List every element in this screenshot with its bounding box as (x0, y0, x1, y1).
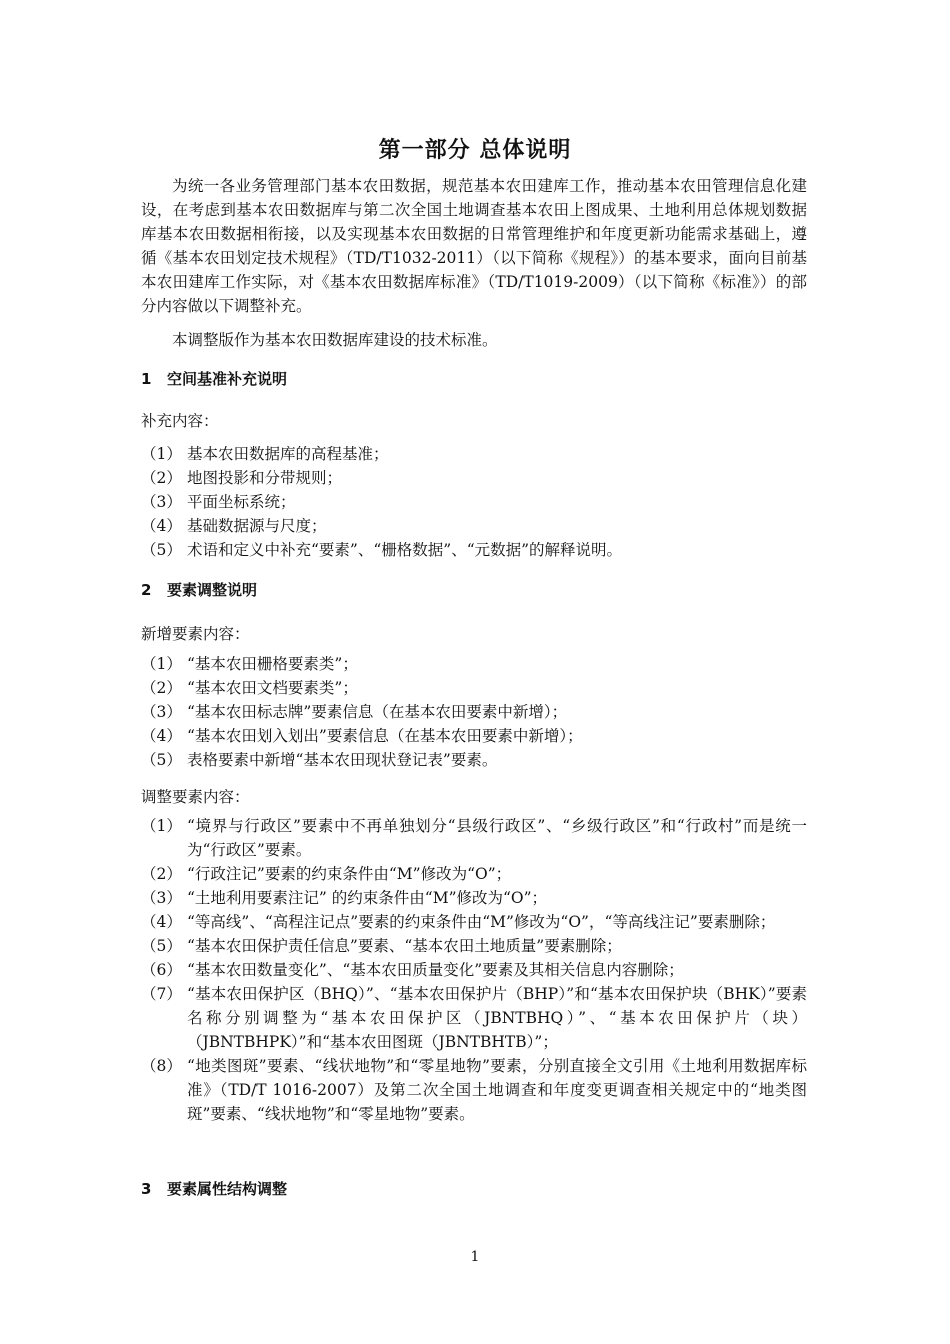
list-item: （2） “基本农田文档要素类”； (141, 679, 358, 697)
new-elements-label: 新增要素内容： (141, 625, 250, 643)
list-item: （5） “基本农田保护责任信息”要素、“基本农田土地质量”要素删除； (141, 937, 622, 955)
list-item: （2） 地图投影和分带规则； (141, 469, 343, 487)
section-1-heading (141, 368, 287, 389)
section-2-heading (141, 579, 257, 600)
list-item: （1） 基本农田数据库的高程基准； (141, 445, 389, 463)
adjust-elements-label: 调整要素内容： (141, 788, 250, 806)
list-item: （3） “土地利用要素注记” 的约束条件由“M”修改为“O”； (141, 889, 548, 907)
list-item: （6） “基本农田数量变化”、“基本农田质量变化”要素及其相关信息内容删除； (141, 961, 684, 979)
supplement-label: 补充内容： (141, 412, 219, 430)
section-number: 3 (141, 1180, 152, 1198)
page-title: 第一部分 总体说明 (378, 137, 572, 163)
new-elements-list (141, 652, 807, 772)
list-item: （8） “地类图斑”要素、“线状地物”和“零星地物”要素，分别直接全文引用《土地利用数据库标准》（TD/T 1016-2007）及第二次全国土地调查和年度变更调查相关规定中的“地类图斑”要素、“线状地物”和“零星地物”要素。 (141, 1057, 807, 1123)
list-item: （4） “基本农田划入划出”要素信息（在基本农田要素中新增）； (141, 727, 583, 745)
list-item: （5） 术语和定义中补充“要素”、“栅格数据”、“元数据”的解释说明。 (141, 541, 623, 559)
section-title: 要素属性结构调整 (167, 1180, 288, 1198)
list-item: （3） “基本农田标志牌”要素信息（在基本农田要素中新增）； (141, 703, 568, 721)
section-3-heading (141, 1178, 287, 1199)
list-item: （2） “行政注记”要素的约束条件由“M”修改为“O”； (141, 865, 512, 883)
supplement-list (141, 442, 807, 562)
adjust-elements-list (141, 814, 807, 1126)
intro-paragraph: 为统一各业务管理部门基本农田数据，规范基本农田建库工作，推动基本农田管理信息化建设，在考虑到基本农田数据库与第二次全国土地调查基本农田上图成果、土地利用总体规划数据库基本农田数据相衔接，以及实现基本农田数据的日常管理维护和年度更新功能需求基础上，遵循《基本农田划定技术规程》（TD/T1032-2011）（以下简称《规程》）的基本要求，面向目前基本农田建库工作实际，对《基本农田数据库标准》（TD/T1019-2009）（以下简称《标准》）的部分内容做以下调整补充。 (141, 177, 807, 315)
list-item: （3） 平面坐标系统； (141, 493, 296, 511)
list-item: （4） “等高线”、“高程注记点”要素的约束条件由“M”修改为“O”，“等高线注记”要素删除； (141, 913, 776, 931)
list-item: （1） “境界与行政区”要素中不再单独划分“县级行政区”、“乡级行政区”和“行政村”而是统一为“行政区”要素。 (141, 817, 807, 859)
list-item: （7） “基本农田保护区（BHQ）”、“基本农田保护片（BHP）”和“基本农田保护块（BHK）”要素名称分别调整为“基本农田保护区（JBNTBHQ）”、“基本农田保护片（块）（JBNTBHPK）”和“基本农田图斑（JBNTBHTB）”； (141, 985, 807, 1051)
section-number: 1 (141, 370, 152, 388)
section-title: 空间基准补充说明 (167, 370, 288, 388)
list-item: （5） 表格要素中新增“基本农田现状登记表”要素。 (141, 751, 498, 769)
section-title: 要素调整说明 (167, 581, 258, 599)
list-item: （1） “基本农田栅格要素类”； (141, 655, 358, 673)
section-number: 2 (141, 581, 152, 599)
intro-paragraph-2: 本调整版作为基本农田数据库建设的技术标准。 (172, 331, 498, 349)
page-number: 1 (470, 1249, 480, 1265)
list-item: （4） 基础数据源与尺度； (141, 517, 327, 535)
